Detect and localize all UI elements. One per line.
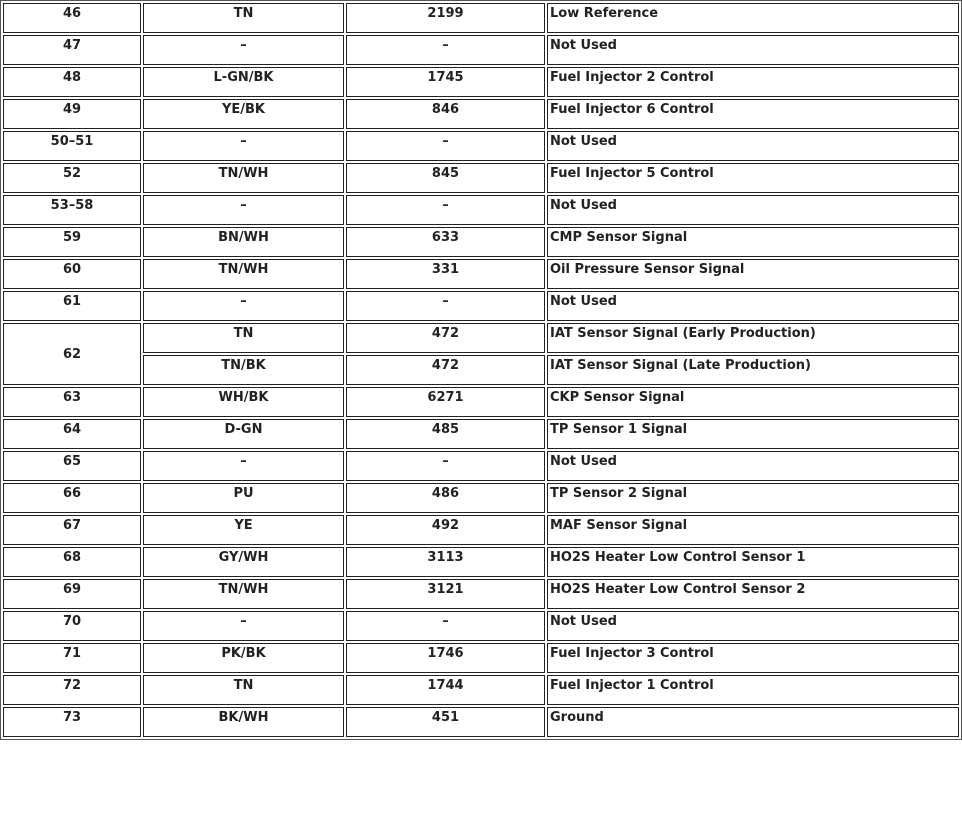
wire-color-cell: TN/WH xyxy=(143,259,344,289)
pin-cell: 70 xyxy=(3,611,141,641)
wire-color-cell: BN/WH xyxy=(143,227,344,257)
table-row xyxy=(3,67,959,97)
function-cell: Fuel Injector 3 Control xyxy=(547,643,959,673)
table-row xyxy=(3,515,959,545)
wire-color-cell: TN xyxy=(143,3,344,33)
table-row xyxy=(3,259,959,289)
function-cell: Not Used xyxy=(547,195,959,225)
wire-color-cell: PU xyxy=(143,483,344,513)
pin-cell: 64 xyxy=(3,419,141,449)
wire-color-cell: – xyxy=(143,451,344,481)
wire-color-cell: PK/BK xyxy=(143,643,344,673)
table-row xyxy=(3,611,959,641)
table-row xyxy=(3,547,959,577)
circuit-cell: 2199 xyxy=(346,3,545,33)
wire-color-cell: D-GN xyxy=(143,419,344,449)
function-cell: HO2S Heater Low Control Sensor 2 xyxy=(547,579,959,609)
table-row xyxy=(3,355,959,385)
pin-cell: 60 xyxy=(3,259,141,289)
pin-cell: 69 xyxy=(3,579,141,609)
table-row xyxy=(3,675,959,705)
wire-color-cell: – xyxy=(143,611,344,641)
circuit-cell: 485 xyxy=(346,419,545,449)
wire-color-cell: TN/WH xyxy=(143,579,344,609)
circuit-cell: 3113 xyxy=(346,547,545,577)
pin-cell: 59 xyxy=(3,227,141,257)
circuit-cell: 845 xyxy=(346,163,545,193)
circuit-cell: 486 xyxy=(346,483,545,513)
table-row xyxy=(3,707,959,737)
pin-cell: 46 xyxy=(3,3,141,33)
table-row xyxy=(3,483,959,513)
wire-color-cell: TN xyxy=(143,675,344,705)
circuit-cell: – xyxy=(346,35,545,65)
circuit-cell: – xyxy=(346,451,545,481)
function-cell: TP Sensor 2 Signal xyxy=(547,483,959,513)
pin-cell: 63 xyxy=(3,387,141,417)
table-row xyxy=(3,291,959,321)
circuit-cell: 633 xyxy=(346,227,545,257)
function-cell: IAT Sensor Signal (Early Production) xyxy=(547,323,959,353)
table-row xyxy=(3,323,959,353)
pin-cell: 50–51 xyxy=(3,131,141,161)
pin-cell: 73 xyxy=(3,707,141,737)
wire-color-cell: – xyxy=(143,291,344,321)
function-cell: Not Used xyxy=(547,451,959,481)
function-cell: Not Used xyxy=(547,131,959,161)
function-cell: Fuel Injector 6 Control xyxy=(547,99,959,129)
pin-cell: 62 xyxy=(3,323,141,385)
wire-color-cell: GY/WH xyxy=(143,547,344,577)
circuit-cell: 3121 xyxy=(346,579,545,609)
circuit-cell: – xyxy=(346,611,545,641)
wire-color-cell: L-GN/BK xyxy=(143,67,344,97)
circuit-cell: 472 xyxy=(346,323,545,353)
table-row xyxy=(3,579,959,609)
circuit-cell: 1745 xyxy=(346,67,545,97)
function-cell: Low Reference xyxy=(547,3,959,33)
circuit-cell: 1744 xyxy=(346,675,545,705)
table-row xyxy=(3,227,959,257)
pin-cell: 61 xyxy=(3,291,141,321)
function-cell: Fuel Injector 1 Control xyxy=(547,675,959,705)
pin-cell: 68 xyxy=(3,547,141,577)
pin-cell: 66 xyxy=(3,483,141,513)
table-row xyxy=(3,643,959,673)
table-row xyxy=(3,451,959,481)
pin-cell: 53–58 xyxy=(3,195,141,225)
function-cell: CKP Sensor Signal xyxy=(547,387,959,417)
circuit-cell: 492 xyxy=(346,515,545,545)
function-cell: Fuel Injector 5 Control xyxy=(547,163,959,193)
table-row xyxy=(3,3,959,33)
table-row xyxy=(3,99,959,129)
pin-cell: 67 xyxy=(3,515,141,545)
table-row xyxy=(3,387,959,417)
wire-color-cell: – xyxy=(143,35,344,65)
wire-color-cell: – xyxy=(143,195,344,225)
function-cell: Not Used xyxy=(547,35,959,65)
circuit-cell: 472 xyxy=(346,355,545,385)
wire-color-cell: TN/BK xyxy=(143,355,344,385)
function-cell: MAF Sensor Signal xyxy=(547,515,959,545)
table-row xyxy=(3,35,959,65)
pin-cell: 52 xyxy=(3,163,141,193)
table-row xyxy=(3,131,959,161)
wire-color-cell: BK/WH xyxy=(143,707,344,737)
circuit-cell: – xyxy=(346,195,545,225)
pin-cell: 48 xyxy=(3,67,141,97)
wire-color-cell: – xyxy=(143,131,344,161)
pin-cell: 47 xyxy=(3,35,141,65)
function-cell: IAT Sensor Signal (Late Production) xyxy=(547,355,959,385)
circuit-cell: 846 xyxy=(346,99,545,129)
function-cell: Not Used xyxy=(547,611,959,641)
circuit-cell: 451 xyxy=(346,707,545,737)
pin-cell: 65 xyxy=(3,451,141,481)
function-cell: HO2S Heater Low Control Sensor 1 xyxy=(547,547,959,577)
function-cell: TP Sensor 1 Signal xyxy=(547,419,959,449)
wire-color-cell: TN xyxy=(143,323,344,353)
function-cell: Ground xyxy=(547,707,959,737)
pin-cell: 72 xyxy=(3,675,141,705)
table-row xyxy=(3,419,959,449)
pin-cell: 49 xyxy=(3,99,141,129)
wire-color-cell: YE xyxy=(143,515,344,545)
circuit-cell: – xyxy=(346,131,545,161)
wire-color-cell: YE/BK xyxy=(143,99,344,129)
circuit-cell: 6271 xyxy=(346,387,545,417)
table-row xyxy=(3,163,959,193)
function-cell: Not Used xyxy=(547,291,959,321)
function-cell: CMP Sensor Signal xyxy=(547,227,959,257)
circuit-cell: 331 xyxy=(346,259,545,289)
table-row xyxy=(3,195,959,225)
function-cell: Fuel Injector 2 Control xyxy=(547,67,959,97)
pin-cell: 71 xyxy=(3,643,141,673)
function-cell: Oil Pressure Sensor Signal xyxy=(547,259,959,289)
wire-color-cell: TN/WH xyxy=(143,163,344,193)
wire-color-cell: WH/BK xyxy=(143,387,344,417)
circuit-cell: – xyxy=(346,291,545,321)
circuit-cell: 1746 xyxy=(346,643,545,673)
